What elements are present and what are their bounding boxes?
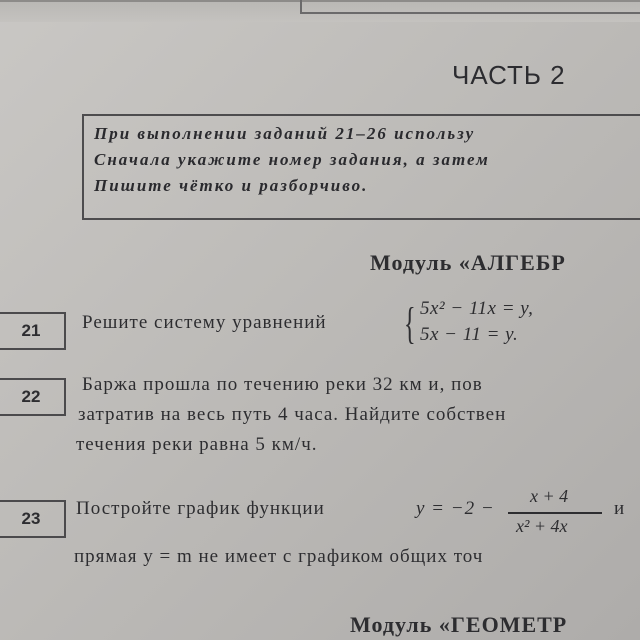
task-22-number: 22 <box>21 387 41 406</box>
answer-box-edge <box>300 0 640 14</box>
task-22-number-box <box>0 378 66 416</box>
instructions-line-1: При выполнении заданий 21–26 использу <box>94 124 476 143</box>
task-22-line-2: затратив на весь путь 4 часа. Найдите собствен <box>78 404 507 425</box>
task-23-function-lhs: y = −2 − <box>416 498 495 519</box>
task-23-number-box <box>0 500 66 538</box>
task-23-tail: и <box>614 498 626 519</box>
instructions-line-2: Сначала укажите номер задания, а затем <box>94 150 490 169</box>
task-21-equation-1: 5x² − 11x = y, <box>420 298 534 319</box>
section-title: ЧАСТЬ 2 <box>452 60 566 90</box>
task-21-number: 21 <box>21 321 41 340</box>
task-23-text: Постройте график функции <box>76 498 325 519</box>
system-brace: { <box>404 299 416 348</box>
task-22-line-1: Баржа прошла по течению реки 32 км и, пов <box>82 374 483 395</box>
instructions-line-3: Пишите чётко и разборчиво. <box>94 176 369 195</box>
fraction-denominator: x² + 4x <box>516 516 568 536</box>
task-21-number-box <box>0 312 66 350</box>
fraction-bar <box>508 512 602 514</box>
task-21-equation-2: 5x − 11 = y. <box>420 324 519 345</box>
module-algebra-title: Модуль «АЛГЕБР <box>370 250 566 275</box>
module-geometry-title: Модуль «ГЕОМЕТР <box>350 612 568 637</box>
task-23-line-2: прямая y = m не имеет с графиком общих точ <box>74 546 484 567</box>
task-23-number: 23 <box>21 509 41 528</box>
fraction-numerator: x + 4 <box>530 486 569 506</box>
task-22-line-3: течения реки равна 5 км/ч. <box>76 434 318 455</box>
task-21-text: Решите систему уравнений <box>82 312 327 333</box>
